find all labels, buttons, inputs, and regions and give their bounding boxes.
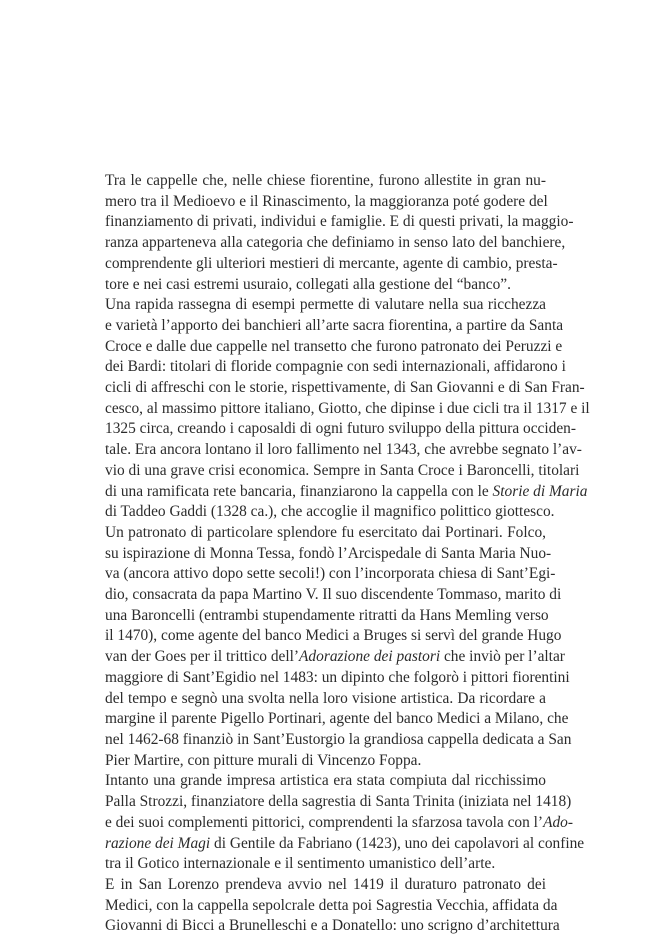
text-run: che inviò per l’altar	[440, 648, 565, 666]
text-line	[81, 813, 573, 834]
text-line: va (ancora attivo dopo sette secoli!) con l’incorporata chiesa di Sant’Egi-	[105, 565, 556, 583]
text-line	[81, 647, 565, 668]
paragraph-2	[81, 295, 590, 523]
text-line: una Baroncelli (entrambi stupendamente ritratti da Hans Memling verso	[105, 606, 549, 624]
paragraph-5	[81, 875, 560, 937]
text-line: Un patronato di particolare splendore fu esercitato dai Portinari. Folco,	[105, 523, 546, 541]
text-line: dio, consacrata da papa Martino V. Il suo discendente Tommaso, marito di	[105, 586, 562, 604]
text-line: comprendente gli ulteriori mestieri di mercante, agente di cambio, presta-	[105, 254, 558, 272]
text-line: Giovanni di Bicci a Brunelleschi e a Donatello: uno scrigno d’architettura	[105, 917, 560, 935]
text-line: maggiore di Sant’Egidio nel 1483: un dipinto che folgorò i pittori fiorentini	[105, 668, 570, 686]
text-line: di Taddeo Gaddi (1328 ca.), che accoglie il magnifico polittico giottesco.	[105, 503, 555, 521]
text-line: Medici, con la cappella sepolcrale detta poi Sagrestia Vecchia, affidata da	[105, 896, 558, 914]
italic-title: Storie di Maria	[492, 482, 588, 500]
body-text	[81, 171, 590, 937]
text-line: vio di una grave crisi economica. Sempre in Santa Croce i Baroncelli, titolari	[105, 461, 580, 479]
text-run: e dei suoi complementi pittorici, comprendenti la sfarzosa tavola con l’	[105, 813, 544, 831]
italic-title: Ado-	[543, 813, 573, 831]
text-line: Tra le cappelle che, nelle chiese fiorentine, furono allestite in gran nu-	[105, 172, 546, 189]
text-line: dei Bardi: titolari di floride compagnie con sedi internazionali, affidarono i	[105, 358, 566, 376]
text-line: Una rapida rassegna di esempi permette di valutare nella sua ricchezza	[105, 296, 546, 314]
text-line: nel 1462-68 finanziò in Sant’Eustorgio la grandiosa cappella dedicata a San	[105, 730, 572, 748]
text-run: di Gentile da Fabriano (1423), uno dei capolavori al confine	[210, 834, 585, 852]
text-line: cicli di affreschi con le storie, rispettivamente, di San Giovanni e di San Fran-	[105, 379, 585, 397]
text-line: Intanto una grande impresa artistica era stata compiuta dal ricchissimo	[105, 772, 546, 790]
text-line: tore e nei casi estremi usuraio, collegati alla gestione del “banco”.	[105, 275, 511, 293]
italic-title: Adorazione dei pastori	[299, 648, 441, 666]
text-line: tale. Era ancora lontano il loro fallimento nel 1343, che avrebbe segnato l’av-	[105, 441, 582, 459]
text-line: tra il Gotico internazionale e il sentimento umanistico dell’arte.	[105, 855, 496, 873]
paragraph-4	[81, 771, 585, 875]
text-line: su ispirazione di Monna Tessa, fondò l’Arcispedale di Santa Maria Nuo-	[105, 544, 552, 562]
text-line: finanziamento di privati, individui e famiglie. E di questi privati, la maggio-	[105, 213, 574, 231]
italic-title: razione dei Magi	[105, 834, 211, 852]
text-line: mero tra il Medioevo e il Rinascimento, la maggioranza poté godere del	[105, 192, 548, 210]
text-line: e varietà l’apporto dei banchieri all’arte sacra fiorentina, a partire da Santa	[105, 316, 564, 334]
text-line	[81, 482, 588, 503]
text-line: Pier Martire, con pitture murali di Vincenzo Foppa.	[105, 751, 422, 769]
text-line: E in San Lorenzo prendeva avvio nel 1419 il duraturo patronato dei	[105, 875, 546, 893]
text-line: margine il parente Pigello Portinari, agente del banco Medici a Milano, che	[105, 710, 569, 728]
text-line: il 1470), come agente del banco Medici a Bruges si servì del grande Hugo	[105, 627, 562, 645]
text-line: del tempo e segnò una svolta nella loro visione artistica. Da ricordare a	[105, 689, 546, 707]
text-line: Palla Strozzi, finanziatore della sagrestia di Santa Trinita (iniziata nel 1418)	[105, 793, 572, 811]
paragraph-1	[81, 171, 574, 295]
text-line: cesco, al massimo pittore italiano, Giotto, che dipinse i due cicli tra il 1317 e il	[105, 399, 590, 417]
text-line: 1325 circa, creando i caposaldi di ogni futuro sviluppo della pittura occiden-	[105, 420, 576, 438]
text-run: van der Goes per il trittico dell’	[105, 648, 300, 666]
text-run: di una ramificata rete bancaria, finanziarono la cappella con le	[105, 482, 493, 500]
text-line	[81, 834, 585, 855]
text-line: Croce e dalle due cappelle nel transetto che furono patronato dei Peruzzi e	[105, 337, 563, 355]
text-line: ranza apparteneva alla categoria che definiamo in senso lato del banchiere,	[105, 234, 566, 252]
paragraph-3	[81, 523, 572, 771]
